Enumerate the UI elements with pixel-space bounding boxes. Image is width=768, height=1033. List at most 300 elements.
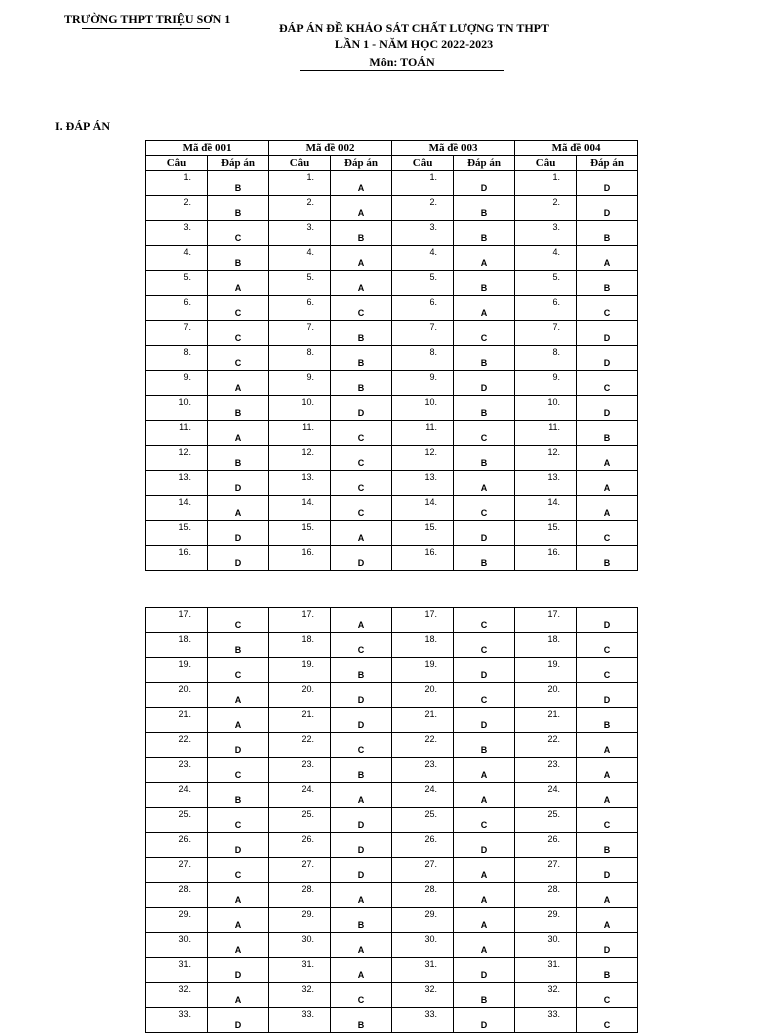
answer-value: D — [234, 745, 242, 755]
question-number-cell — [269, 833, 331, 858]
question-number: 3. — [306, 222, 315, 232]
question-number-cell — [269, 271, 331, 296]
question-number-cell — [146, 858, 208, 883]
question-number: 13. — [178, 472, 191, 482]
answer-value: A — [357, 183, 365, 193]
question-number-cell — [515, 446, 577, 471]
answer-cell — [454, 346, 515, 371]
question-number: 21. — [547, 709, 560, 719]
title-line-2: LẦN 1 - NĂM HỌC 2022-2023 — [334, 37, 494, 51]
answer-table-1 — [145, 140, 638, 571]
question-number-cell — [515, 883, 577, 908]
answer-cell — [208, 683, 269, 708]
answer-cell — [208, 908, 269, 933]
answer-cell — [208, 346, 269, 371]
question-number: 7. — [552, 322, 561, 332]
question-number-cell — [269, 196, 331, 221]
answer-cell — [208, 983, 269, 1008]
title-line-1: ĐÁP ÁN ĐỀ KHẢO SÁT CHẤT LƯỢNG TN THPT — [278, 21, 550, 35]
question-number: 6. — [429, 297, 438, 307]
question-number-cell — [392, 546, 454, 571]
question-number-cell — [515, 371, 577, 396]
question-number-cell — [269, 346, 331, 371]
question-number-cell — [392, 471, 454, 496]
question-number: 8. — [429, 347, 438, 357]
answer-cell — [577, 546, 638, 571]
question-number-cell — [392, 908, 454, 933]
answer-cell — [454, 471, 515, 496]
answer-value: B — [480, 233, 488, 243]
question-number-cell — [269, 683, 331, 708]
question-number: 12. — [301, 447, 315, 457]
question-number-cell — [146, 271, 208, 296]
question-number-cell — [392, 758, 454, 783]
answer-cell — [208, 733, 269, 758]
question-number: 29. — [301, 909, 314, 919]
answer-cell — [454, 546, 515, 571]
question-number-cell — [269, 546, 331, 571]
answer-cell — [454, 933, 515, 958]
question-number: 20. — [424, 684, 437, 694]
table-row — [146, 321, 638, 346]
question-number-cell — [392, 371, 454, 396]
question-number: 19. — [547, 659, 560, 669]
question-number-cell — [269, 608, 331, 633]
answer-cell — [208, 1008, 269, 1033]
table-row — [146, 246, 638, 271]
question-number: 14. — [424, 497, 438, 507]
answer-cell — [331, 371, 392, 396]
question-number-cell — [515, 171, 577, 196]
question-number: 24. — [547, 784, 560, 794]
answer-cell — [577, 733, 638, 758]
question-number: 16. — [547, 547, 561, 557]
question-number: 8. — [552, 347, 561, 357]
answer-value: A — [603, 458, 611, 468]
answer-cell — [577, 396, 638, 421]
answer-value: B — [234, 795, 242, 805]
question-number-cell — [146, 421, 208, 446]
question-number: 12. — [424, 447, 438, 457]
answer-cell — [577, 958, 638, 983]
answer-value: A — [234, 383, 242, 393]
question-number: 24. — [301, 784, 314, 794]
answer-cell — [454, 958, 515, 983]
question-number: 14. — [301, 497, 315, 507]
question-number: 15. — [178, 522, 191, 532]
question-number-cell — [515, 908, 577, 933]
answer-value: C — [357, 995, 365, 1005]
answer-cell — [331, 933, 392, 958]
answer-cell — [454, 608, 515, 633]
answer-cell — [577, 883, 638, 908]
answer-cell — [454, 1008, 515, 1033]
answer-cell — [331, 683, 392, 708]
answer-cell — [208, 708, 269, 733]
table-row — [146, 958, 638, 983]
answer-value: A — [357, 895, 365, 905]
question-number: 17. — [301, 609, 314, 619]
question-number-cell — [515, 296, 577, 321]
answer-cell — [331, 296, 392, 321]
answer-cell — [577, 633, 638, 658]
question-number-cell — [269, 908, 331, 933]
answer-cell — [454, 296, 515, 321]
question-number: 26. — [178, 834, 191, 844]
answer-value: A — [357, 620, 365, 630]
question-number-cell — [146, 608, 208, 633]
question-number: 11. — [425, 422, 438, 432]
table-row — [146, 658, 638, 683]
answer-cell — [208, 371, 269, 396]
question-number: 9. — [183, 372, 191, 382]
question-number-cell — [269, 246, 331, 271]
table-row — [146, 296, 638, 321]
question-number-cell — [392, 496, 454, 521]
question-number: 19. — [301, 659, 314, 669]
answer-value: D — [234, 483, 242, 493]
question-number: 1. — [306, 172, 315, 182]
code-header: Mã đề 002 — [269, 141, 392, 156]
question-number: 12. — [547, 447, 561, 457]
answer-cell — [454, 833, 515, 858]
answer-value: A — [603, 508, 611, 518]
table-row — [146, 683, 638, 708]
question-number-cell — [392, 708, 454, 733]
answer-cell — [454, 983, 515, 1008]
answer-value: B — [234, 645, 242, 655]
table-row — [146, 1008, 638, 1033]
question-number-cell — [515, 521, 577, 546]
answer-value: B — [480, 458, 488, 468]
question-number: 25. — [301, 809, 314, 819]
answer-cell — [454, 633, 515, 658]
answer-value: C — [234, 333, 242, 343]
question-number-cell — [269, 446, 331, 471]
question-number-cell — [392, 608, 454, 633]
table-row — [146, 171, 638, 196]
question-number-cell — [269, 983, 331, 1008]
answer-value: A — [603, 258, 611, 268]
question-number-cell — [269, 808, 331, 833]
question-number-cell — [515, 321, 577, 346]
table-row — [146, 421, 638, 446]
answer-value: D — [357, 820, 365, 830]
question-number: 23. — [301, 759, 314, 769]
answer-value: C — [234, 670, 242, 680]
answer-cell — [454, 246, 515, 271]
answer-value: C — [357, 508, 365, 518]
question-number: 19. — [178, 659, 191, 669]
answer-cell — [208, 221, 269, 246]
table-row — [146, 808, 638, 833]
question-number: 31. — [424, 959, 437, 969]
answer-value: B — [480, 408, 488, 418]
answer-value: D — [480, 383, 488, 393]
question-number-cell — [146, 246, 208, 271]
question-number-cell — [392, 983, 454, 1008]
column-header-question: Câu — [146, 156, 208, 171]
question-number: 32. — [547, 984, 560, 994]
answer-value: A — [480, 870, 488, 880]
question-number: 25. — [424, 809, 437, 819]
question-number: 17. — [178, 609, 191, 619]
question-number-cell — [392, 683, 454, 708]
answer-value: B — [357, 670, 365, 680]
question-number-cell — [392, 396, 454, 421]
answer-value: A — [480, 258, 488, 268]
answer-value: B — [357, 233, 365, 243]
question-number-cell — [515, 1008, 577, 1033]
question-number-cell — [515, 246, 577, 271]
question-number: 14. — [547, 497, 561, 507]
question-number: 2. — [429, 197, 438, 207]
answer-value: B — [603, 433, 611, 443]
question-number: 4. — [429, 247, 438, 257]
answer-value: A — [234, 720, 242, 730]
column-header-question: Câu — [392, 156, 454, 171]
question-number: 18. — [178, 634, 191, 644]
answer-value: A — [480, 895, 488, 905]
answer-value: A — [234, 995, 242, 1005]
question-number: 33. — [424, 1009, 437, 1019]
question-number: 7. — [429, 322, 438, 332]
question-number-cell — [392, 521, 454, 546]
answer-cell — [577, 471, 638, 496]
question-number-cell — [146, 833, 208, 858]
table-row — [146, 196, 638, 221]
question-number: 17. — [424, 609, 437, 619]
answer-value: C — [234, 770, 242, 780]
question-number-cell — [515, 708, 577, 733]
question-number-cell — [392, 346, 454, 371]
answer-value: C — [357, 483, 365, 493]
answer-value: B — [480, 995, 488, 1005]
question-number: 21. — [178, 709, 191, 719]
answer-value: A — [603, 483, 611, 493]
answer-cell — [331, 758, 392, 783]
answer-cell — [454, 758, 515, 783]
question-number-cell — [515, 758, 577, 783]
table-row — [146, 733, 638, 758]
question-number: 25. — [178, 809, 191, 819]
question-number-cell — [515, 421, 577, 446]
question-number-cell — [392, 783, 454, 808]
answer-value: B — [603, 233, 611, 243]
question-number-cell — [146, 196, 208, 221]
answer-value: A — [234, 920, 242, 930]
answer-value: D — [357, 695, 365, 705]
question-number-cell — [269, 296, 331, 321]
answer-value: C — [480, 333, 488, 343]
question-number: 33. — [547, 1009, 560, 1019]
answer-cell — [331, 546, 392, 571]
answer-value: A — [603, 920, 611, 930]
question-number: 28. — [547, 884, 560, 894]
answer-value: C — [357, 308, 365, 318]
answer-cell — [208, 833, 269, 858]
answer-cell — [454, 496, 515, 521]
code-header: Mã đề 001 — [146, 141, 269, 156]
answer-cell — [331, 171, 392, 196]
answer-value: A — [357, 533, 365, 543]
question-number: 28. — [301, 884, 314, 894]
answer-cell — [208, 808, 269, 833]
answer-value: A — [603, 895, 611, 905]
question-number: 28. — [178, 884, 191, 894]
question-number: 31. — [178, 959, 191, 969]
question-number-cell — [392, 733, 454, 758]
question-number: 16. — [424, 547, 438, 557]
answer-value: A — [603, 795, 611, 805]
question-number: 27. — [547, 859, 560, 869]
answer-cell — [208, 446, 269, 471]
answer-value: D — [357, 845, 365, 855]
answer-cell — [331, 883, 392, 908]
answer-cell — [331, 246, 392, 271]
answer-cell — [454, 908, 515, 933]
question-number-cell — [392, 296, 454, 321]
question-number-cell — [269, 658, 331, 683]
question-number-cell — [146, 371, 208, 396]
answer-value: D — [234, 1020, 242, 1030]
answer-cell — [454, 658, 515, 683]
question-number: 5. — [552, 272, 561, 282]
answer-value: B — [234, 408, 242, 418]
answer-value: D — [603, 408, 611, 418]
question-number-cell — [392, 446, 454, 471]
subject-underline — [300, 70, 504, 71]
question-number-cell — [146, 808, 208, 833]
answer-cell — [577, 246, 638, 271]
answer-cell — [577, 833, 638, 858]
question-number: 26. — [547, 834, 560, 844]
question-number: 18. — [547, 634, 560, 644]
answer-value: C — [234, 308, 242, 318]
question-number-cell — [515, 496, 577, 521]
answer-value: B — [603, 283, 611, 293]
column-header-answer: Đáp án — [577, 156, 638, 171]
document-title — [256, 20, 572, 52]
table-row — [146, 758, 638, 783]
question-number-cell — [392, 421, 454, 446]
question-number-cell — [146, 321, 208, 346]
question-number: 25. — [547, 809, 560, 819]
question-number-cell — [269, 371, 331, 396]
question-number-cell — [392, 196, 454, 221]
answer-value: B — [480, 283, 488, 293]
answer-cell — [454, 196, 515, 221]
table-2-body — [146, 608, 638, 1033]
answer-cell — [454, 371, 515, 396]
answer-cell — [331, 658, 392, 683]
answer-cell — [331, 783, 392, 808]
answer-cell — [577, 271, 638, 296]
answer-cell — [208, 546, 269, 571]
question-number-cell — [392, 221, 454, 246]
answer-cell — [331, 808, 392, 833]
question-number-cell — [515, 958, 577, 983]
answer-cell — [331, 196, 392, 221]
answer-value: D — [480, 183, 488, 193]
answer-value: A — [480, 795, 488, 805]
question-number: 11. — [302, 422, 315, 432]
question-number-cell — [146, 471, 208, 496]
question-number-cell — [269, 171, 331, 196]
question-number: 6. — [306, 297, 315, 307]
question-number: 5. — [183, 272, 191, 282]
question-number-cell — [146, 958, 208, 983]
question-number: 22. — [301, 734, 314, 744]
answer-value: D — [603, 358, 611, 368]
question-number-cell — [515, 983, 577, 1008]
answer-cell — [454, 521, 515, 546]
answer-cell — [208, 633, 269, 658]
table-row — [146, 633, 638, 658]
answer-value: C — [480, 620, 488, 630]
answer-value: A — [234, 433, 242, 443]
question-number: 28. — [424, 884, 437, 894]
question-number-cell — [269, 633, 331, 658]
question-number-cell — [146, 783, 208, 808]
question-number-cell — [146, 883, 208, 908]
answer-cell — [454, 446, 515, 471]
answer-cell — [208, 471, 269, 496]
answer-cell — [577, 421, 638, 446]
question-number-cell — [392, 321, 454, 346]
question-number-cell — [269, 858, 331, 883]
answer-value: D — [480, 720, 488, 730]
question-number: 23. — [178, 759, 191, 769]
answer-cell — [208, 196, 269, 221]
question-number: 9. — [552, 372, 561, 382]
table-row — [146, 983, 638, 1008]
question-number: 29. — [424, 909, 437, 919]
question-number-cell — [146, 546, 208, 571]
table-row — [146, 708, 638, 733]
answer-value: B — [234, 458, 242, 468]
answer-value: C — [234, 233, 242, 243]
table-row — [146, 883, 638, 908]
question-number-cell — [146, 683, 208, 708]
table-row — [146, 446, 638, 471]
answer-cell — [208, 171, 269, 196]
table-row — [146, 396, 638, 421]
question-number: 3. — [183, 222, 191, 232]
answer-value: D — [234, 970, 242, 980]
answer-cell — [208, 783, 269, 808]
answer-cell — [577, 933, 638, 958]
table-row — [146, 371, 638, 396]
question-number-cell — [269, 933, 331, 958]
answer-cell — [208, 396, 269, 421]
answer-value: A — [480, 483, 488, 493]
answer-value: C — [357, 458, 365, 468]
answer-value: C — [603, 645, 611, 655]
answer-cell — [331, 396, 392, 421]
answer-cell — [454, 421, 515, 446]
question-number: 5. — [306, 272, 315, 282]
answer-value: C — [234, 358, 242, 368]
answer-value: D — [357, 720, 365, 730]
answer-cell — [208, 271, 269, 296]
question-number: 14. — [178, 497, 191, 507]
answer-cell — [208, 496, 269, 521]
table-row — [146, 546, 638, 571]
question-number: 26. — [301, 834, 314, 844]
answer-cell — [208, 933, 269, 958]
question-number-cell — [146, 296, 208, 321]
